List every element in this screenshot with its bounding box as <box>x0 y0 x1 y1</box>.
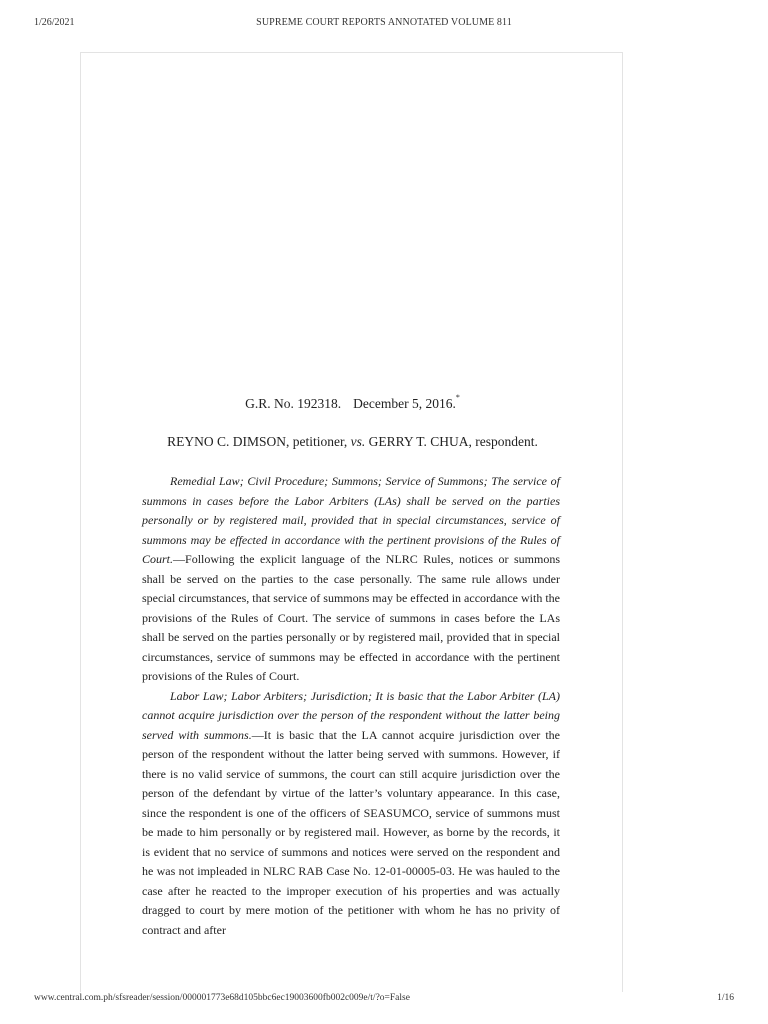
print-footer <box>0 993 768 1009</box>
syllabus-keywords: Remedial Law; Civil Procedure; Summons; Service of Summons; The service of summons in cases before the Labor Arbiters (LAs) shall be served on the parties personally or by registered mail, provided that in special circumstances, service of summons may be effected in accordance with the pertinent provisions of the Rules of Court. <box>142 474 560 566</box>
footnote-marker[interactable]: * <box>455 393 460 402</box>
gr-number: G.R. No. 192318. <box>245 396 342 411</box>
syllabus-paragraph <box>142 687 560 941</box>
syllabus-text: —Following the explicit language of the NLRC Rules, notices or summons shall be served on the parties to the case personally. The same rule allows under special circumstances, that service of summons may be effected in accordance with the provisions of the Rules of Court. The service of summons in cases before the LAs shall be served on the parties personally or by registered mail, provided that in special circumstances, service of summons may be effected in accordance with the pertinent provisions of the Rules of Court. <box>142 552 560 683</box>
print-date: 1/26/2021 <box>34 17 75 28</box>
versus: vs. <box>350 434 366 449</box>
syllabus <box>142 472 560 940</box>
syllabus-paragraph <box>142 472 560 687</box>
document-page <box>80 52 623 992</box>
case-parties <box>81 434 623 450</box>
print-header <box>0 17 768 33</box>
case-title <box>81 393 623 412</box>
document-title: SUPREME COURT REPORTS ANNOTATED VOLUME 811 <box>256 17 512 28</box>
respondent: GERRY T. CHUA, respondent. <box>368 434 538 449</box>
petitioner: REYNO C. DIMSON, petitioner, <box>167 434 348 449</box>
page-indicator: 1/16 <box>717 993 734 1003</box>
syllabus-text: —It is basic that the LA cannot acquire jurisdiction over the person of the respondent without the latter being served with summons. However, if there is no valid service of summons, the court can still acquire jurisdiction over the person of the defendant by virtue of the latter’s voluntary appearance. In this case, since the respondent is one of the officers of SEASUMCO, service of summons must be made to him personally or by registered mail. However, as borne by the records, it is evident that no service of summons and notices were served on the respondent and he was not impleaded in NLRC RAB Case No. 12-01-00005-03. He was hauled to the case after he reacted to the improper execution of his properties and was actually dragged to court by mere motion of the petitioner with whom he has no privity of contract and after <box>142 727 560 937</box>
syllabus-keywords: Labor Law; Labor Arbiters; Jurisdiction; It is basic that the Labor Arbiter (LA) cannot acquire jurisdiction over the person of the respondent without the latter being served with summons. <box>142 688 560 742</box>
decision-date: December 5, 2016. <box>353 396 456 411</box>
page-url: www.central.com.ph/sfsreader/session/000001773e68d105bbc6ec19003600fb002c009e/t/?o=False <box>34 993 410 1003</box>
